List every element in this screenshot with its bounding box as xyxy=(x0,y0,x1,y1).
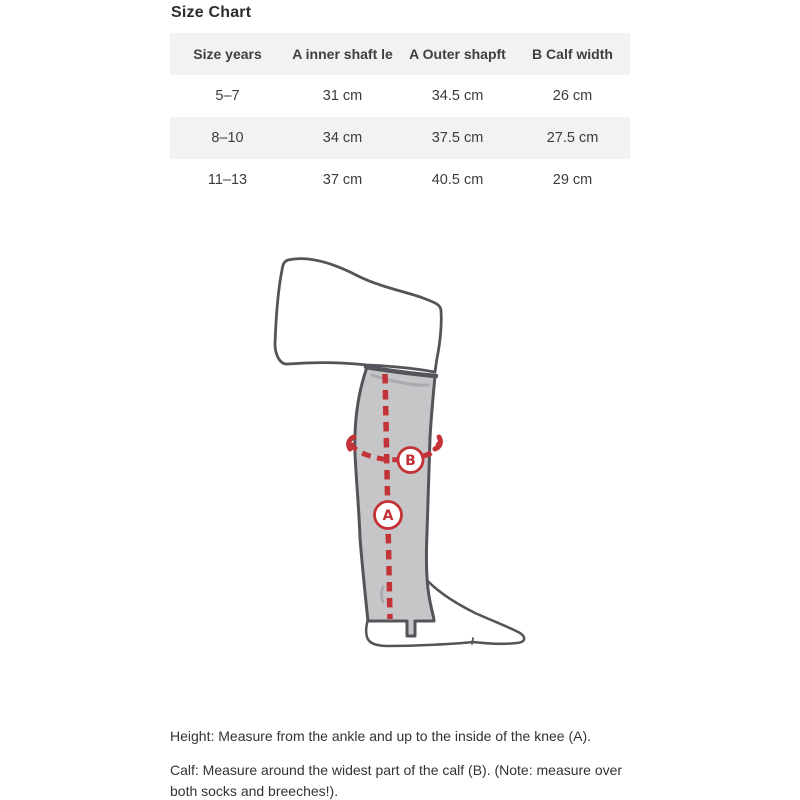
header-inner-shaft-length: A inner shaft le xyxy=(285,33,400,75)
leg-measurement-svg xyxy=(255,248,545,658)
table-cell: 34 cm xyxy=(285,117,400,159)
header-calf-width: B Calf width xyxy=(515,33,630,75)
table-header-row xyxy=(170,33,630,75)
table-cell: 37.5 cm xyxy=(400,117,515,159)
table-cell: 11–13 xyxy=(207,172,248,188)
table-cell: 5–7 xyxy=(215,88,240,104)
table-cell: 34.5 cm xyxy=(431,88,484,104)
table-row xyxy=(170,159,630,201)
table-row xyxy=(170,117,630,159)
table-cell: 27.5 cm xyxy=(515,117,630,159)
header-outer-shaft: A Outer shapft xyxy=(400,33,515,75)
sole-notch xyxy=(472,638,473,644)
leg-measurement-diagram xyxy=(255,248,545,658)
size-table xyxy=(170,33,630,201)
table-cell: 37 cm xyxy=(322,172,363,188)
table-cell: 29 cm xyxy=(552,172,593,188)
table-cell: 8–10 xyxy=(170,117,285,159)
header-size-years: Size years xyxy=(170,33,285,75)
marker-b-label: B xyxy=(405,453,416,469)
ankle-shading-stroke xyxy=(382,587,384,602)
thigh-shape xyxy=(275,259,441,372)
size-chart-panel xyxy=(170,0,630,800)
note-height: Height: Measure from the ankle and up to the inside of the knee (A). xyxy=(170,728,592,744)
page-title: Size Chart xyxy=(171,4,252,21)
marker-a-label: A xyxy=(382,508,394,524)
table-cell: 31 cm xyxy=(322,88,363,104)
measuring-instructions xyxy=(170,726,638,800)
table-cell: 26 cm xyxy=(552,88,593,104)
table-row xyxy=(170,75,630,117)
note-calf: Calf: Measure around the widest part of the calf (B). (Note: measure over both socks and breeches!). xyxy=(170,761,623,799)
table-cell: 40.5 cm xyxy=(431,172,484,188)
chap-shape xyxy=(355,367,435,636)
